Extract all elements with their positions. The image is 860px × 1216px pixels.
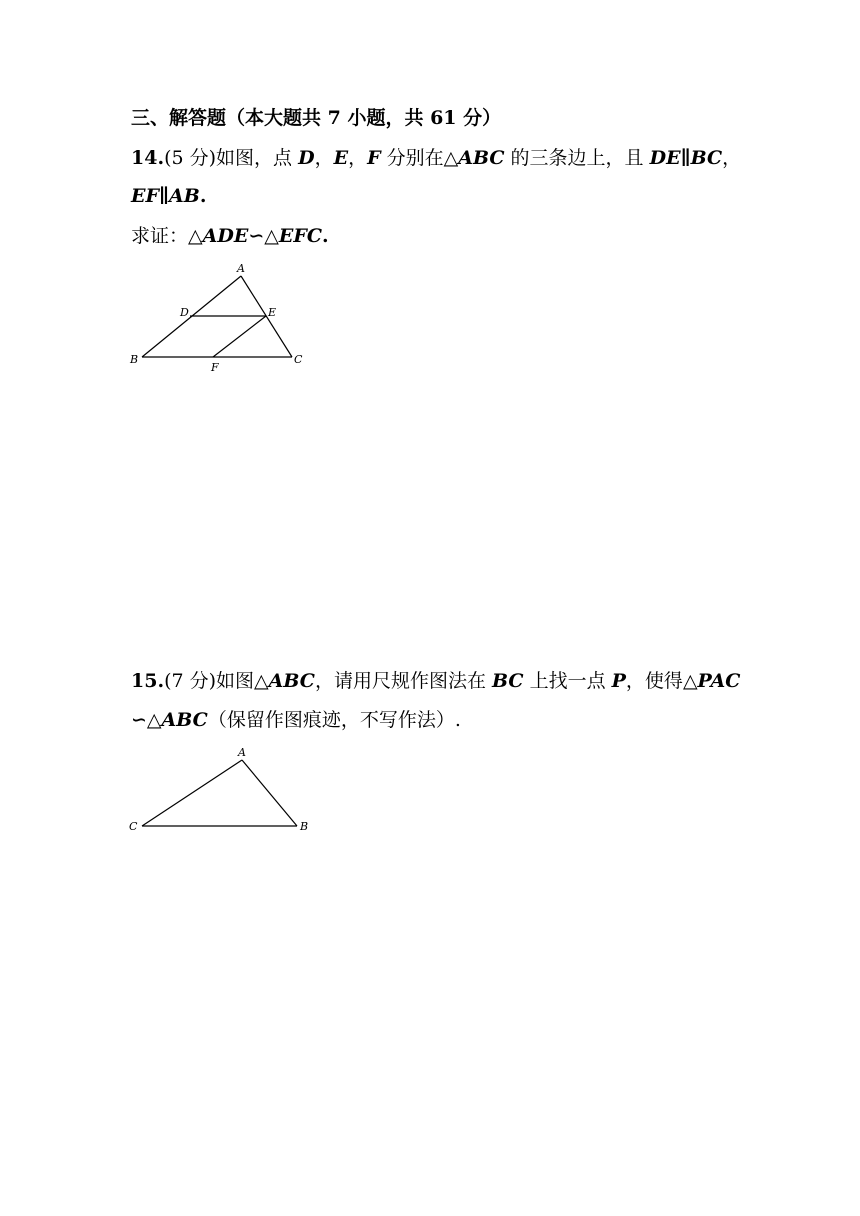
q15-similar-sign: ∽ [131, 709, 147, 731]
label-a: A [238, 746, 246, 759]
q15-point-p: P [611, 670, 626, 692]
q15-line-2 [131, 708, 461, 732]
q14-triangle-figure [120, 258, 320, 378]
q15-text: 如图 [216, 670, 255, 692]
side-ca [142, 760, 242, 826]
prove-period: . [321, 225, 329, 247]
q14-text: 的三条边上，且 [504, 147, 650, 169]
prove-label: 求证： [131, 225, 189, 247]
label-c: C [294, 353, 303, 366]
label-d: D [180, 306, 189, 319]
label-a: A [237, 262, 245, 275]
q14-score: (5 分) [164, 147, 217, 169]
prove-statement: △ADE∽△EFC [188, 225, 322, 247]
side-ab [242, 760, 297, 826]
q14-line-1 [131, 146, 741, 170]
q14-number: 14. [131, 147, 165, 169]
q15-triangle: △ABC [254, 670, 315, 692]
section-title: 三、解答题 [131, 107, 227, 129]
q14-text: 如图，点 [216, 147, 299, 169]
q14-text: 分别在 [380, 147, 444, 169]
q14-triangle: △ABC [443, 147, 505, 169]
q15-triangle-pac: △PAC [682, 670, 741, 692]
q15-number: 15. [131, 670, 165, 692]
label-b: B [130, 353, 139, 366]
q14-point-d: D [298, 147, 315, 169]
section-heading [131, 106, 501, 130]
q14-text: ， [722, 147, 742, 169]
q15-text: ，使得 [625, 670, 683, 692]
q15-line-1 [131, 669, 740, 693]
q14-point-e: E [333, 147, 349, 169]
segment-ef [213, 316, 266, 357]
section-note: （本大题共 7 小题，共 61 分） [226, 107, 502, 129]
q15-text: ，请用尺规作图法在 [314, 670, 492, 692]
q14-sep: ， [314, 147, 334, 169]
q15-score: (7 分) [164, 670, 217, 692]
q15-instruction: （保留作图痕迹，不写作法）. [207, 709, 461, 731]
label-c: C [129, 820, 138, 833]
label-f: F [211, 361, 219, 374]
q14-period: . [199, 185, 207, 207]
q14-point-f: F [367, 147, 381, 169]
q14-prove-line [131, 224, 329, 248]
q14-parallel-1: DE∥BC [649, 147, 723, 169]
label-b: B [300, 820, 309, 833]
q14-sep: ， [348, 147, 368, 169]
q15-triangle-figure [120, 742, 320, 842]
q14-parallel-2: EF∥AB [131, 185, 200, 207]
label-e: E [268, 306, 277, 319]
q15-text: 上找一点 [523, 670, 612, 692]
q15-triangle-abc: △ABC [146, 709, 208, 731]
q14-line-2 [131, 184, 206, 208]
q15-segment-bc: BC [491, 670, 524, 692]
